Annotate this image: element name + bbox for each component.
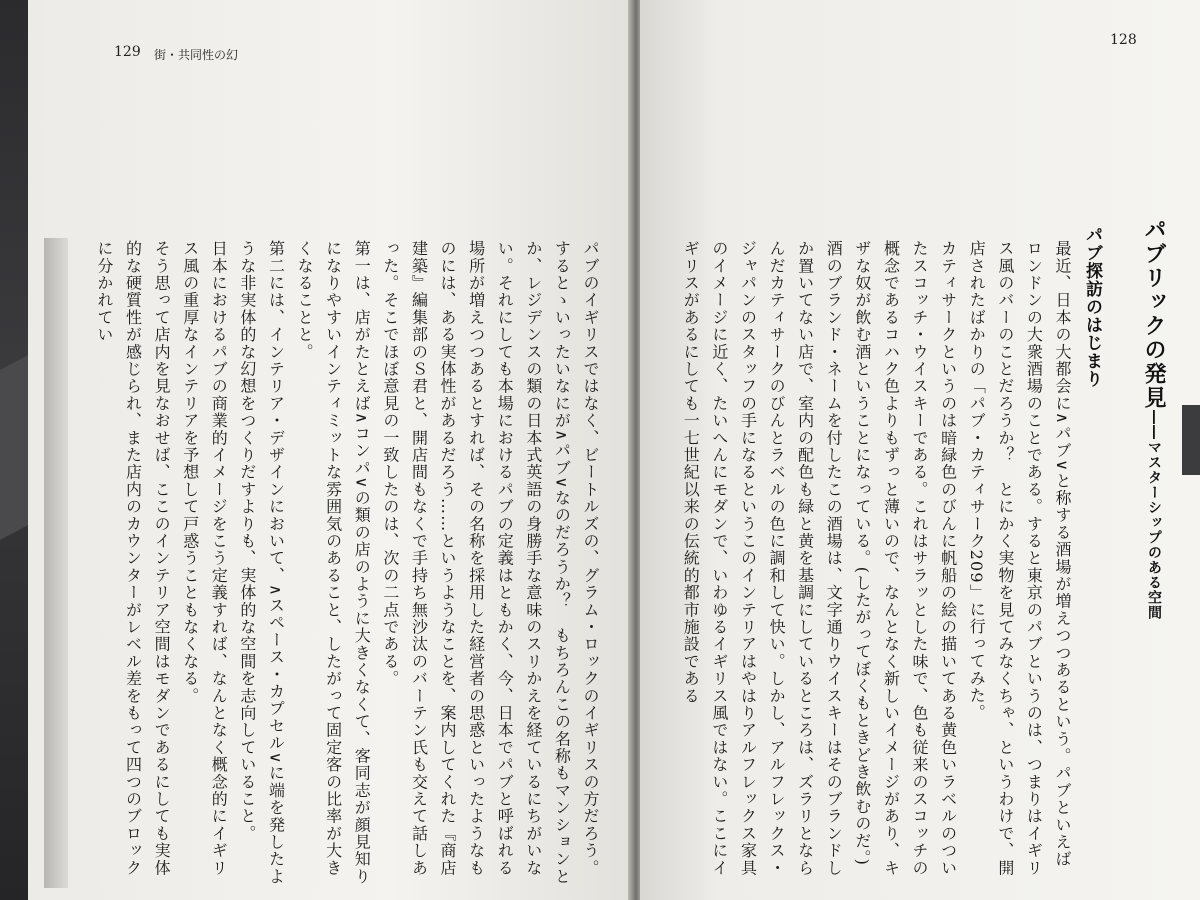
- running-head: 街・共同性の幻: [154, 48, 239, 62]
- binder-clip-right: [1182, 405, 1200, 475]
- left-page: [28, 0, 632, 900]
- section-heading: パブ探訪のはじまり: [1082, 226, 1102, 388]
- page-number-right: 128: [1110, 32, 1137, 48]
- chapter-title: パブリックの発見: [1141, 218, 1166, 410]
- right-page: [640, 0, 1200, 900]
- left-page-body: パブのイギリスではなく、ビートルズの、グラム・ロックのイギリスの方だろう。 するとゝいったいなにが∧パブ∨なのだろうか？ もちろんこの名称もマンションとか、レジデンスの類の日本式英語の身勝手な意味のスリかえを経ているにちがいない。それにしても本場におけるパブの定義はともかく、今、日本でパブと呼ばれる場所が増えつつあるとすれば、その名称を採用した経営者の思惑といったようなものには、ある実体性があるだろう……というようなことを、案内してくれた『商店建築』編集部のＳ君と、開店間もなくで手持ち無沙汰のバーテン氏も交えて話しあった。そこでほぼ意見の一致したのは、次の二点である。 第一は、店がたとえば∧コンパ∨の類の店のように大きくなくて、客同志が顔見知りになりやすいインティミットな雰囲気のあること、したがって固定客の比率が大きくなることと。 第二には、インテリア・デザインにおいて、∧スペース・カプセル∨に端を発したような非実体的な幻想をつくりだすよりも、実体的な空間を志向していること。 日本におけるパブの商業的イメージをこう定義すれば、なんとなく概念的にイギリス風の重厚なインテリアを予想して戸惑うこともなくなる。 そう思って店内を見なおせば、ここのインテリア空間はモダンであるにしても実体的な硬質性が感じられ、また店内のカウンターがレベル差をもって四つのブロックに分かれてい: [94, 240, 600, 886]
- right-page-body: 最近、日本の大都会に∧パブ∨と称する酒場が増えつつあるという。パブといえばロンドンの大衆酒場のことである。すると東京のパブというのは、つまりはイギリス風のバーのことだろうか？ とにかく実物を見てみなくちゃ、というわけで、開店されたばかりの「パブ・カティサーク209」に行ってみた。 カティサークというのは暗緑色のびんに帆船の絵の描いてある黄色いラベルのついたスコッチ・ウイスキーである。これはサラッとした味で、色も従来のスコッチの概念であるコハク色よりもずっと薄いので、なんとなく新しいイメージがあり、キザな奴が飲む酒ということになっている。(したがってぼくもときどき飲むのだ。) 酒のブランド・ネームを付したこの酒場は、文字通りウイスキーはそのブランドしか置いてない店で、室内の配色も緑と黄を基調にしているところは、ズラリとならんだカティサークのびんとラベルの色に調和して快い。しかし、アルフレックス・ジャパンのスタッフの手になるというこのインテリアはやはりアルフレックス家具のイメージに近く、たいへんにモダンで、いわゆるイギリス風ではない。ここにイギリスがあるにしても一七世紀以来の伝統的都市施設である: [681, 240, 1072, 877]
- page-edge-shading: [44, 238, 68, 888]
- chapter-subtitle: ――マスターシップのある空間: [1146, 410, 1162, 620]
- page-number-left: 129: [114, 44, 141, 60]
